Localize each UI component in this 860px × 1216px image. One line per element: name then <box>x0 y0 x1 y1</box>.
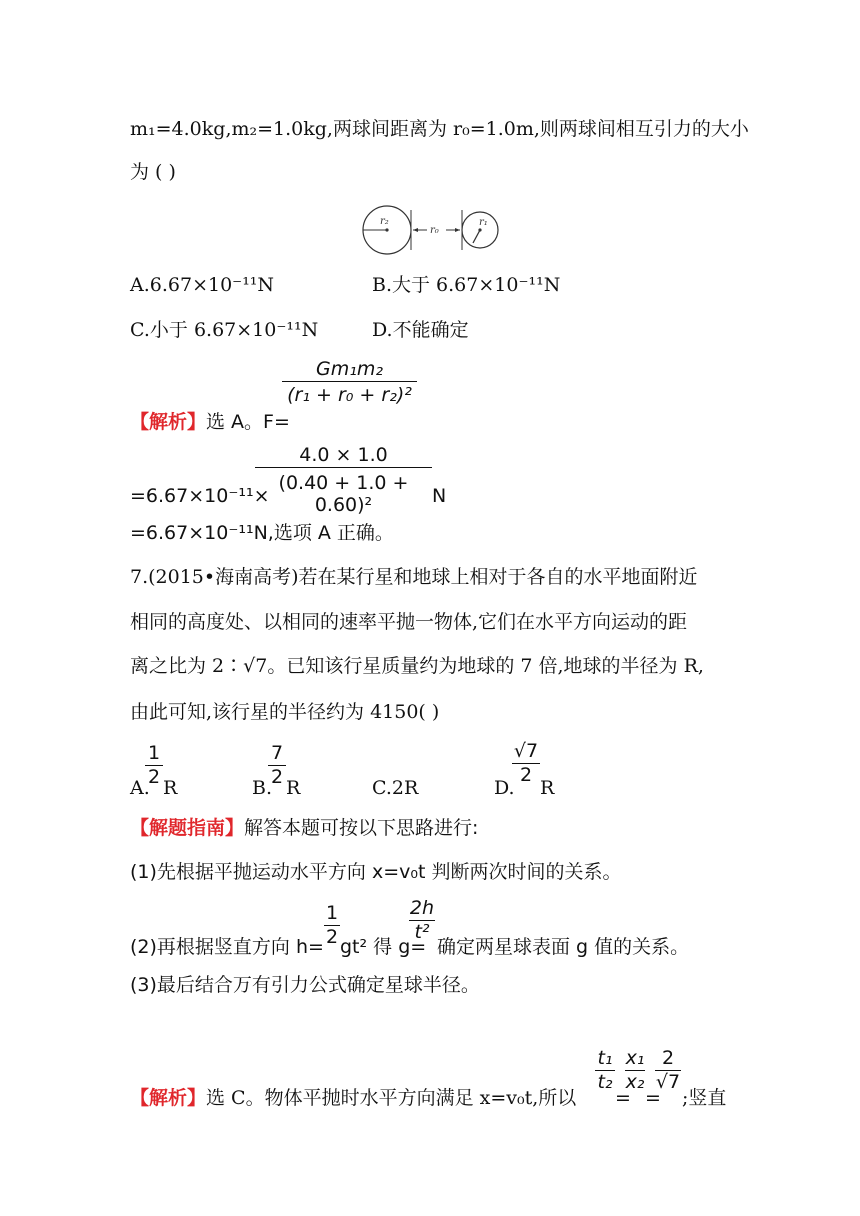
fraction-numerator: 1 <box>147 742 161 764</box>
fraction-denominator: 2 <box>512 763 540 786</box>
fraction-numerator: x₁ <box>625 1047 645 1069</box>
q7-option-a-prefix: A. <box>130 777 150 799</box>
q6-option-a: A.6.67×10⁻¹¹N <box>130 274 275 296</box>
fraction-denominator: t₂ <box>595 1070 615 1093</box>
q7-guide-step2-mid: gt² 得 g= <box>340 936 427 958</box>
q6-stem-line1: m₁=4.0kg,m₂=1.0kg,两球间距离为 r₀=1.0m,则两球间相互引力的大小 <box>130 118 749 140</box>
fraction-denominator: x₂ <box>625 1071 645 1093</box>
q7-option-b-prefix: B. <box>252 777 273 799</box>
fraction-numerator: 2h <box>409 897 435 919</box>
q7-solution-text: 选 C。物体平抛时水平方向满足 x=v₀t,所以 <box>206 1087 577 1109</box>
two-spheres-diagram <box>360 200 505 260</box>
q7-option-b-suffix: R <box>286 777 301 799</box>
fraction-numerator: √7 <box>513 740 539 762</box>
fraction-denominator: 2 <box>268 765 286 788</box>
fraction-numerator: t₁ <box>597 1047 613 1069</box>
fraction-numerator: 7 <box>270 742 284 764</box>
q7-guide-heading <box>130 816 478 840</box>
q6-formula-fraction <box>282 357 417 406</box>
q7-stem-line2: 相同的高度处、以相同的速率平抛一物体,它们在水平方向运动的距 <box>130 611 688 633</box>
q6-numeric-fraction <box>255 443 432 516</box>
fraction-denominator: (r₁ + r₀ + r₂)² <box>282 381 417 406</box>
fraction-numerator: 4.0 × 1.0 <box>299 444 388 466</box>
fraction-numerator: Gm₁m₂ <box>316 358 383 380</box>
q6-solution-line2: =6.67×10⁻¹¹× <box>130 485 270 507</box>
q6-solution-prefix: 选 A。F= <box>206 411 290 433</box>
q7-guide-step2-pre: (2)再根据竖直方向 h= <box>130 936 324 958</box>
q7-option-c: C.2R <box>372 777 419 799</box>
guide-text: 解答本题可按以下思路进行: <box>244 817 479 839</box>
q7-guide-step2-frac1 <box>324 901 340 948</box>
q7-stem-line3: 离之比为 2∶√7。已知该行星质量约为地球的 7 倍,地球的半径为 R, <box>130 655 704 677</box>
q7-option-a-fraction <box>145 741 163 788</box>
q6-unit: N <box>432 485 447 507</box>
q6-solution-line1 <box>130 410 290 434</box>
q7-guide-step3: (3)最后结合万有引力公式确定星球半径。 <box>130 974 480 996</box>
q7-option-b-fraction <box>268 741 286 788</box>
q7-stem-line4: 由此可知,该行星的半径约为 4150( ) <box>130 701 440 723</box>
q7-stem-line1: 7.(2015•海南高考)若在某行星和地球上相对于各自的水平地面附近 <box>130 566 698 588</box>
q7-solution-tail: ;竖直 <box>682 1087 727 1109</box>
fraction-denominator: 2 <box>145 765 163 788</box>
q7-option-d-suffix: R <box>540 777 555 799</box>
fraction-numerator: 2 <box>661 1047 675 1069</box>
q6-option-c: C.小于 6.67×10⁻¹¹N <box>130 319 319 341</box>
q7-option-a-suffix: R <box>163 777 178 799</box>
label-r2: r₂ <box>380 216 389 227</box>
fraction-numerator: 1 <box>325 902 339 924</box>
q7-solution-line1 <box>130 1086 576 1110</box>
q7-guide-step2-frac2 <box>409 896 435 943</box>
fraction-denominator: √7 <box>655 1071 681 1093</box>
q6-solution-line3: =6.67×10⁻¹¹N,选项 A 正确。 <box>130 522 394 544</box>
solution-tag: 【解析】 <box>130 1087 207 1109</box>
q7-solution-frac-ratio <box>655 1046 681 1093</box>
fraction-denominator: 2 <box>325 926 339 948</box>
q7-solution-frac-t <box>595 1046 615 1093</box>
fraction-denominator: (0.40 + 1.0 + 0.60)² <box>255 467 432 516</box>
solution-tag: 【解析】 <box>130 411 207 433</box>
guide-tag: 【解题指南】 <box>130 817 245 839</box>
label-r1: r₁ <box>479 217 488 228</box>
q7-solution-eq2: = <box>645 1087 661 1109</box>
q7-option-d-prefix: D. <box>494 777 515 799</box>
q6-stem-line2: 为 ( ) <box>130 161 176 183</box>
q6-option-b: B.大于 6.67×10⁻¹¹N <box>372 274 561 296</box>
fraction-denominator: t² <box>409 920 435 943</box>
q7-option-d-fraction <box>512 739 540 786</box>
q7-solution-eq1: = <box>615 1087 631 1109</box>
q7-solution-frac-x <box>625 1046 645 1093</box>
label-r0: r₀ <box>430 225 439 236</box>
q7-guide-step2-post: 确定两星球表面 g 值的关系。 <box>437 936 690 958</box>
q6-option-d: D.不能确定 <box>372 319 469 341</box>
q7-guide-step1: (1)先根据平抛运动水平方向 x=v₀t 判断两次时间的关系。 <box>130 861 622 883</box>
